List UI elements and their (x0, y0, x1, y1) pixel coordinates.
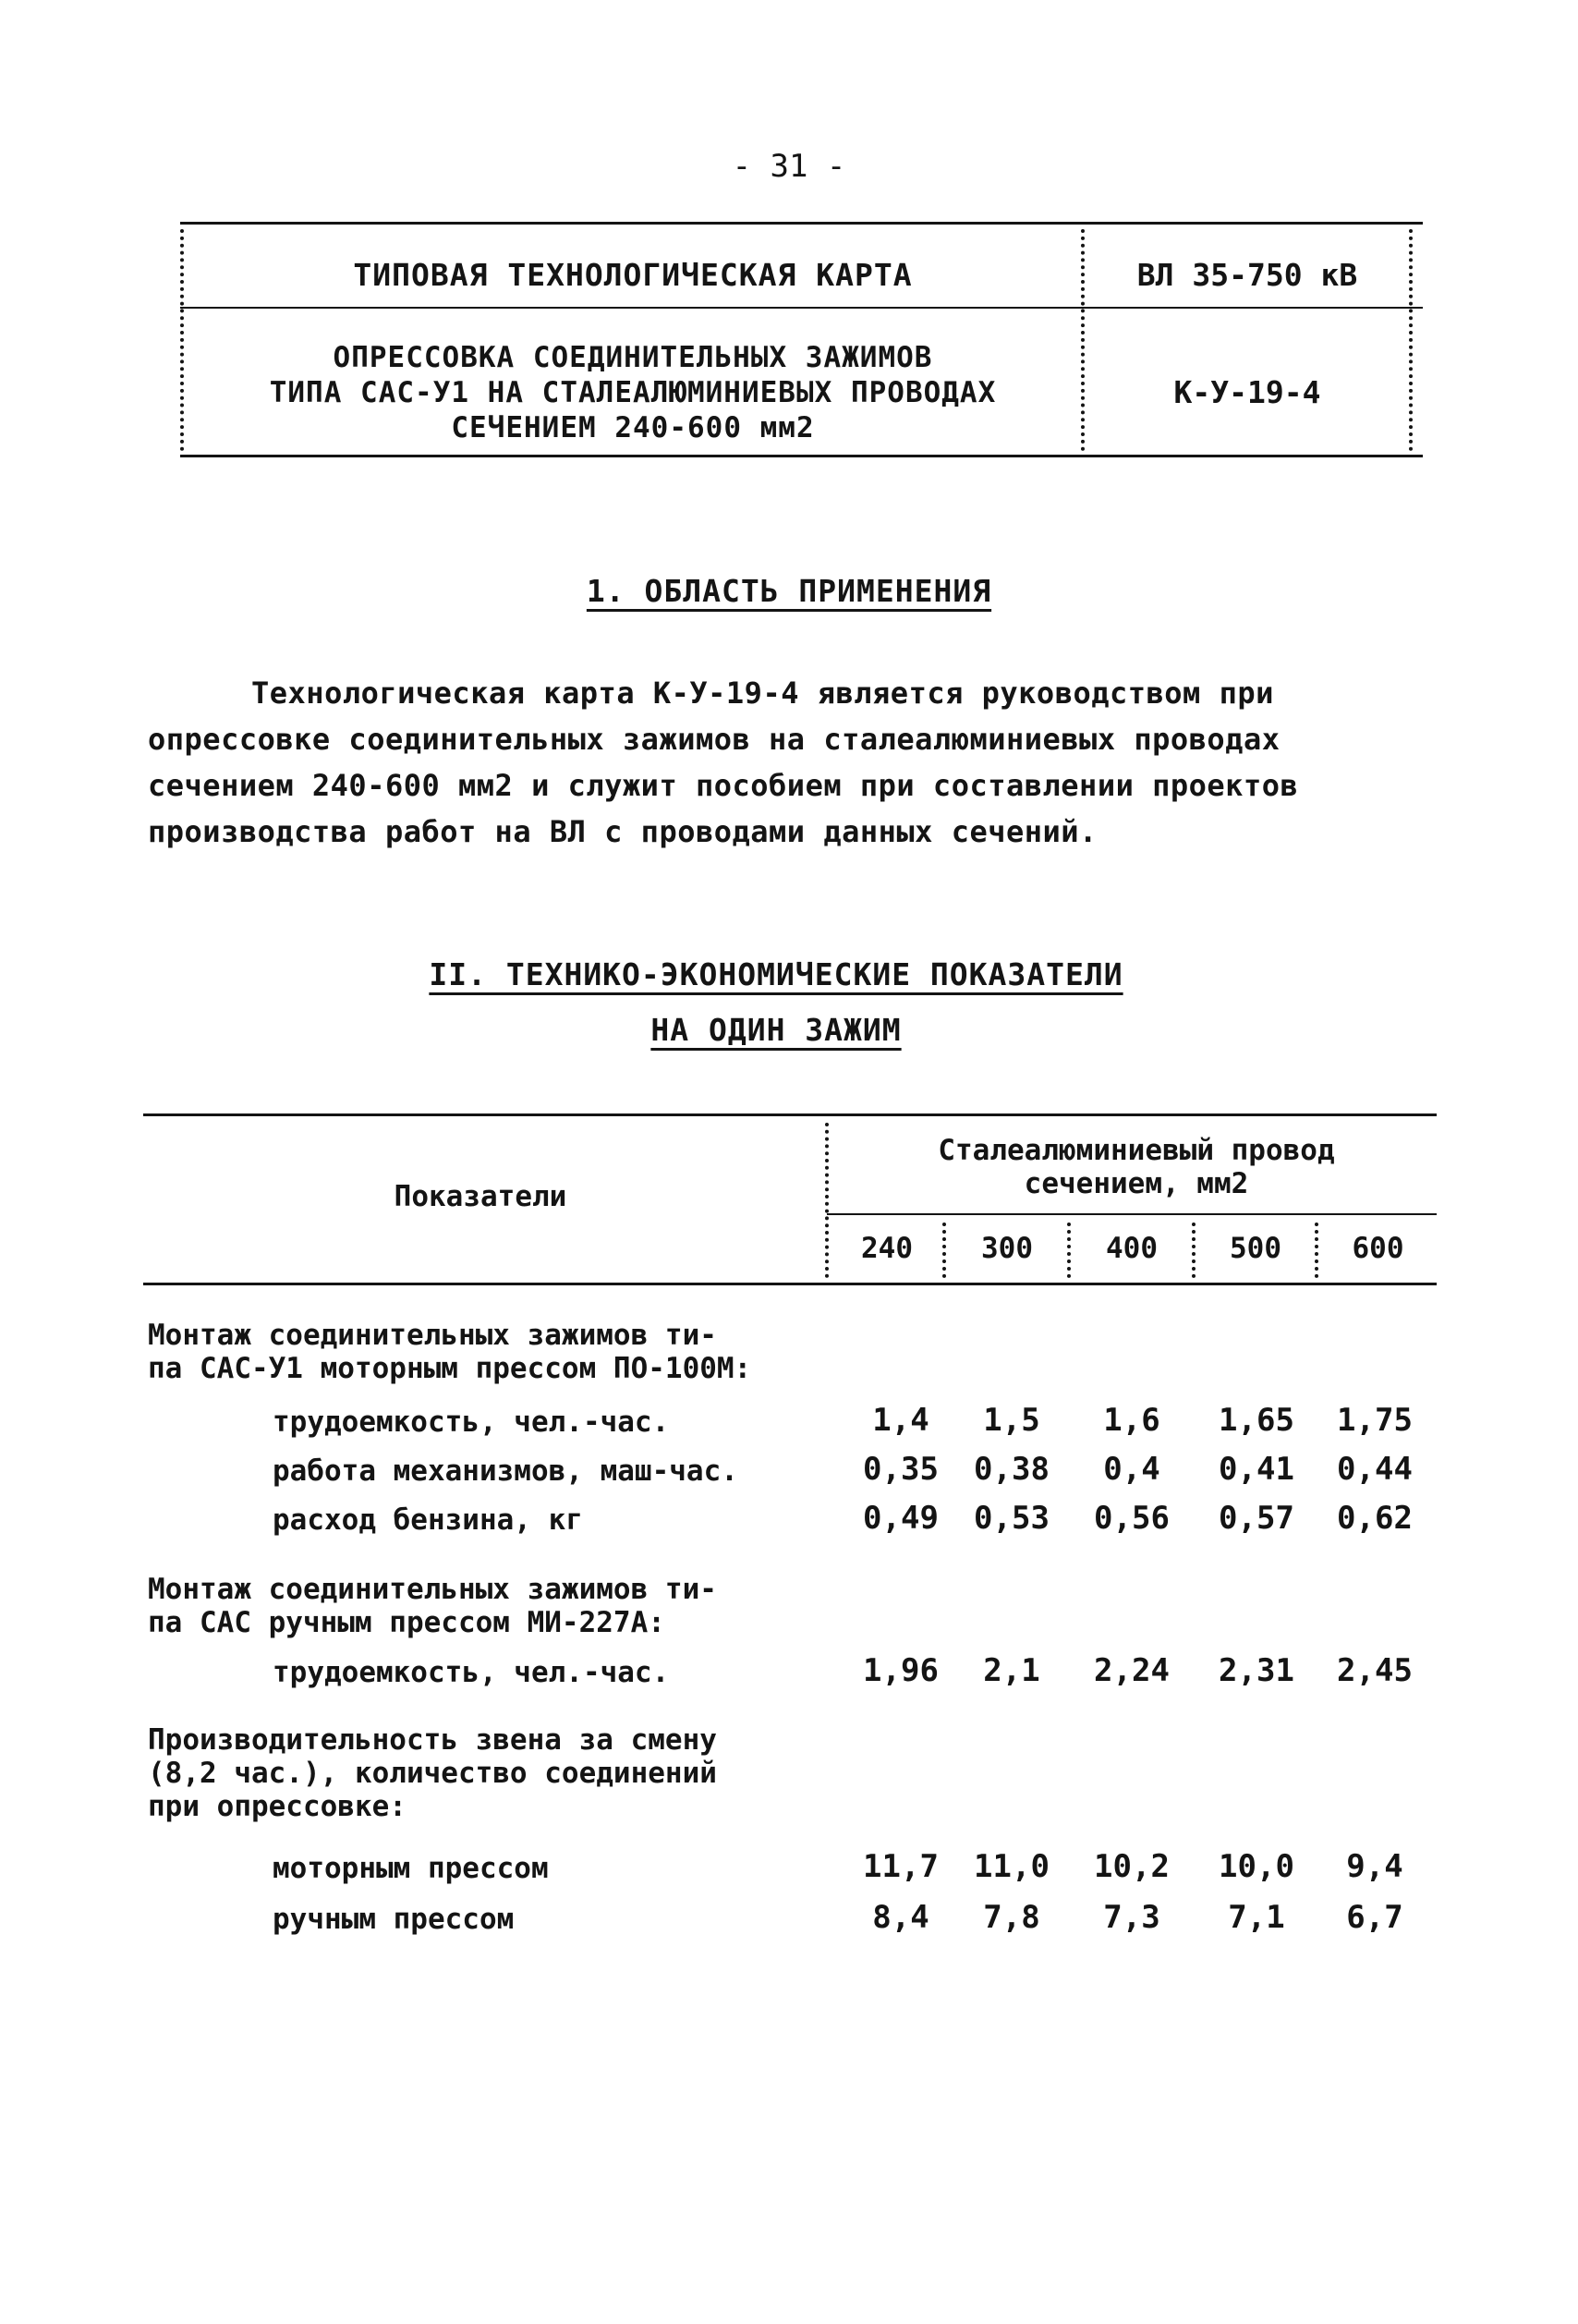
header-subtitle-line: ТИПА САС-У1 НА СТАЛЕАЛЮМИНИЕВЫХ ПРОВОДАХ (269, 376, 997, 409)
cell-value: 1,4 (872, 1402, 929, 1439)
paragraph-line: сечением 240-600 мм2 и служит пособием при составлении проектов (148, 768, 1299, 803)
page-number: - 31 - (732, 148, 846, 185)
header-right-border (1409, 229, 1413, 451)
table-row (143, 1402, 1437, 1442)
indicator-column-header: Показатели (394, 1180, 567, 1213)
header-middle-rule (180, 307, 1423, 309)
table-top-rule (143, 1113, 1437, 1116)
cell-value: 0,62 (1337, 1500, 1413, 1537)
group-heading (148, 1723, 979, 1823)
indicators-table (143, 1113, 1437, 1964)
row-label: ручным прессом (273, 1903, 515, 1936)
section-1-title: 1. ОБЛАСТЬ ПРИМЕНЕНИЯ (586, 573, 992, 609)
cell-value: 0,35 (863, 1451, 939, 1488)
cell-value: 1,65 (1219, 1402, 1294, 1439)
row-label: трудоемкость, чел.-час. (273, 1656, 670, 1689)
row-label: расход бензина, кг (273, 1503, 583, 1537)
table-row (143, 1848, 1437, 1889)
cell-value: 6,7 (1346, 1899, 1403, 1936)
cell-value: 0,57 (1219, 1500, 1294, 1537)
column-divider (1192, 1223, 1196, 1278)
group-heading (148, 1319, 979, 1385)
cell-value: 1,5 (983, 1402, 1040, 1439)
header-bottom-rule (180, 455, 1423, 457)
column-divider (1067, 1223, 1071, 1278)
group-heading-line: па САС ручным прессом МИ-227А: (148, 1606, 665, 1639)
group-heading-line: (8,2 час.), количество соединений (148, 1757, 717, 1790)
group-heading-line: при опрессовке: (148, 1790, 407, 1823)
section-2-title-line-1: II. ТЕХНИКО-ЭКОНОМИЧЕСКИЕ ПОКАЗАТЕЛИ (429, 956, 1123, 992)
table-row (143, 1899, 1437, 1940)
cell-value: 1,6 (1103, 1402, 1160, 1439)
cell-value: 0,44 (1337, 1451, 1413, 1488)
column-header-500: 500 (1230, 1232, 1281, 1265)
cell-value: 7,3 (1103, 1899, 1160, 1936)
header-top-rule (180, 222, 1423, 225)
column-header-240: 240 (861, 1232, 913, 1265)
row-label: работа механизмов, маш-час. (273, 1454, 738, 1488)
header-code: К-У-19-4 (1173, 374, 1321, 410)
header-subtitle-line: ОПРЕССОВКА СОЕДИНИТЕЛЬНЫХ ЗАЖИМОВ (333, 341, 933, 374)
cell-value: 2,31 (1219, 1652, 1294, 1689)
header-subtitle (199, 340, 1067, 445)
cell-value: 11,7 (863, 1848, 939, 1885)
cell-value: 2,45 (1337, 1652, 1413, 1689)
cell-value: 0,53 (974, 1500, 1050, 1537)
cell-value: 7,1 (1228, 1899, 1285, 1936)
cell-value: 2,24 (1094, 1652, 1170, 1689)
column-header-400: 400 (1106, 1232, 1158, 1265)
cell-value: 10,2 (1094, 1848, 1170, 1885)
table-header-bottom-rule (143, 1283, 1437, 1285)
section-2-title-line-2: НА ОДИН ЗАЖИМ (650, 1012, 902, 1048)
paragraph-line: опрессовке соединительных зажимов на сталеалюминиевых проводах (148, 722, 1281, 757)
cell-value: 1,96 (863, 1652, 939, 1689)
cell-value: 11,0 (974, 1848, 1050, 1885)
column-divider (1315, 1223, 1318, 1278)
group-heading-line: Монтаж соединительных зажимов ти- (148, 1573, 717, 1606)
column-header-300: 300 (981, 1232, 1033, 1265)
column-divider (942, 1223, 946, 1278)
column-header-600: 600 (1352, 1232, 1404, 1265)
table-row (143, 1451, 1437, 1491)
cell-value: 7,8 (983, 1899, 1040, 1936)
cell-value: 1,75 (1337, 1402, 1413, 1439)
header-divider (1081, 229, 1085, 451)
table-subheader-rule (827, 1213, 1437, 1215)
cell-value: 0,49 (863, 1500, 939, 1537)
header-series: ВЛ 35-750 кВ (1136, 257, 1358, 293)
group-heading-line: Монтаж соединительных зажимов ти- (148, 1319, 717, 1352)
header-block (180, 222, 1423, 467)
group-heading-line: Производительность звена за смену (148, 1723, 717, 1757)
section-1-paragraph (148, 670, 1441, 855)
group-heading-line: па САС-У1 моторным прессом ПО-100М: (148, 1352, 752, 1385)
cell-value: 8,4 (872, 1899, 929, 1936)
cell-value: 0,4 (1103, 1451, 1160, 1488)
header-left-border (180, 229, 184, 451)
row-label: трудоемкость, чел.-час. (273, 1405, 670, 1439)
group-column-header (836, 1134, 1437, 1200)
row-label: моторным прессом (273, 1852, 549, 1885)
table-row (143, 1500, 1437, 1540)
group-header-line: сечением, мм2 (1024, 1167, 1249, 1200)
table-header-divider (825, 1123, 829, 1278)
paragraph-line: Технологическая карта К-У-19-4 является руководством при (251, 675, 1274, 711)
group-heading (148, 1573, 979, 1639)
cell-value: 0,41 (1219, 1451, 1294, 1488)
cell-value: 2,1 (983, 1652, 1040, 1689)
cell-value: 0,38 (974, 1451, 1050, 1488)
cell-value: 0,56 (1094, 1500, 1170, 1537)
header-subtitle-line: СЕЧЕНИЕМ 240-600 мм2 (451, 411, 815, 444)
group-header-line: Сталеалюминиевый провод (938, 1134, 1335, 1167)
table-row (143, 1652, 1437, 1693)
cell-value: 10,0 (1219, 1848, 1294, 1885)
header-title: ТИПОВАЯ ТЕХНОЛОГИЧЕСКАЯ КАРТА (353, 257, 913, 293)
cell-value: 9,4 (1346, 1848, 1403, 1885)
paragraph-line: производства работ на ВЛ с проводами данных сечений. (148, 814, 1098, 849)
